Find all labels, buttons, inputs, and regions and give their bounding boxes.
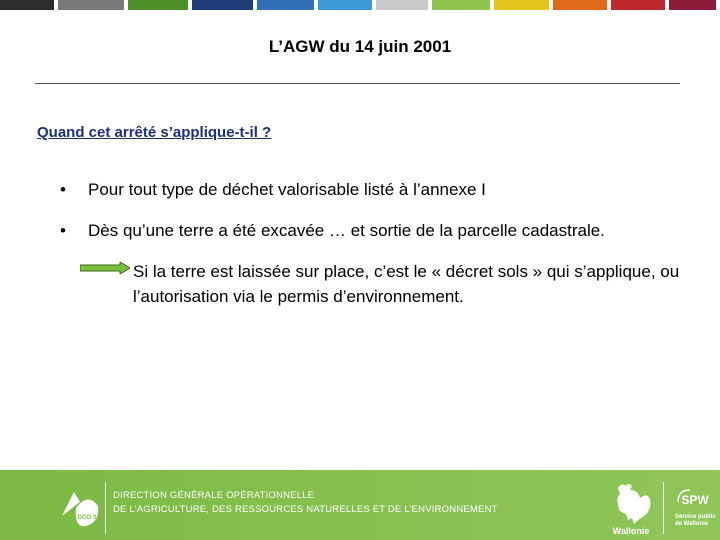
- wallonie-rooster-icon: [608, 480, 654, 524]
- footer-divider: [663, 482, 664, 534]
- bullet-marker: •: [60, 221, 66, 240]
- color-bar-segment: [128, 0, 188, 10]
- sub-note-text: Si la terre est laissée sur place, c’est le « décret sols » qui s’applique, ou l’autorisation via le permis d’environnement.: [133, 262, 680, 306]
- dg-line-2: DE L’AGRICULTURE, DES RESSOURCES NATURELLES ET DE L’ENVIRONNEMENT: [113, 504, 498, 515]
- slide-title: L’AGW du 14 juin 2001: [268, 37, 452, 56]
- section-subtitle: Quand cet arrêté s’applique-t-il ?: [37, 124, 272, 141]
- footer-divider: [105, 482, 106, 534]
- color-bar-segment: [192, 0, 254, 10]
- dgo3-logo-text: DGO 3: [77, 515, 97, 521]
- color-bar-segment: [432, 0, 490, 10]
- spw-logo-text: SPW: [681, 493, 709, 507]
- wallonie-label: Wallonie: [612, 526, 650, 536]
- spw-logo-icon: [675, 486, 713, 510]
- top-color-bar: [0, 0, 720, 10]
- dgo3-logo-icon: [58, 486, 102, 530]
- spw-subtitle: [675, 514, 716, 528]
- dg-line-1: DIRECTION GÉNÉRALE OPÉRATIONNELLE: [113, 490, 315, 501]
- spw-subtitle-line-2: de Wallonie: [675, 521, 709, 527]
- bullet-marker: •: [60, 180, 66, 199]
- color-bar-segment: [611, 0, 665, 10]
- color-bar-segment: [376, 0, 428, 10]
- color-bar-segment: [494, 0, 548, 10]
- color-bar-segment: [318, 0, 372, 10]
- color-bar-segment: [553, 0, 607, 10]
- color-bar-segment: [669, 0, 716, 10]
- bullet-text: Pour tout type de déchet valorisable listé à l’annexe I: [88, 180, 486, 199]
- green-arrow-icon: [80, 262, 130, 274]
- spw-subtitle-line-1: Service public: [675, 514, 716, 520]
- color-bar-segment: [0, 0, 54, 10]
- bullet-text: Dès qu’une terre a été excavée … et sortie de la parcelle cadastrale.: [88, 221, 605, 240]
- color-bar-segment: [58, 0, 124, 10]
- color-bar-segment: [257, 0, 313, 10]
- title-divider: [35, 83, 680, 84]
